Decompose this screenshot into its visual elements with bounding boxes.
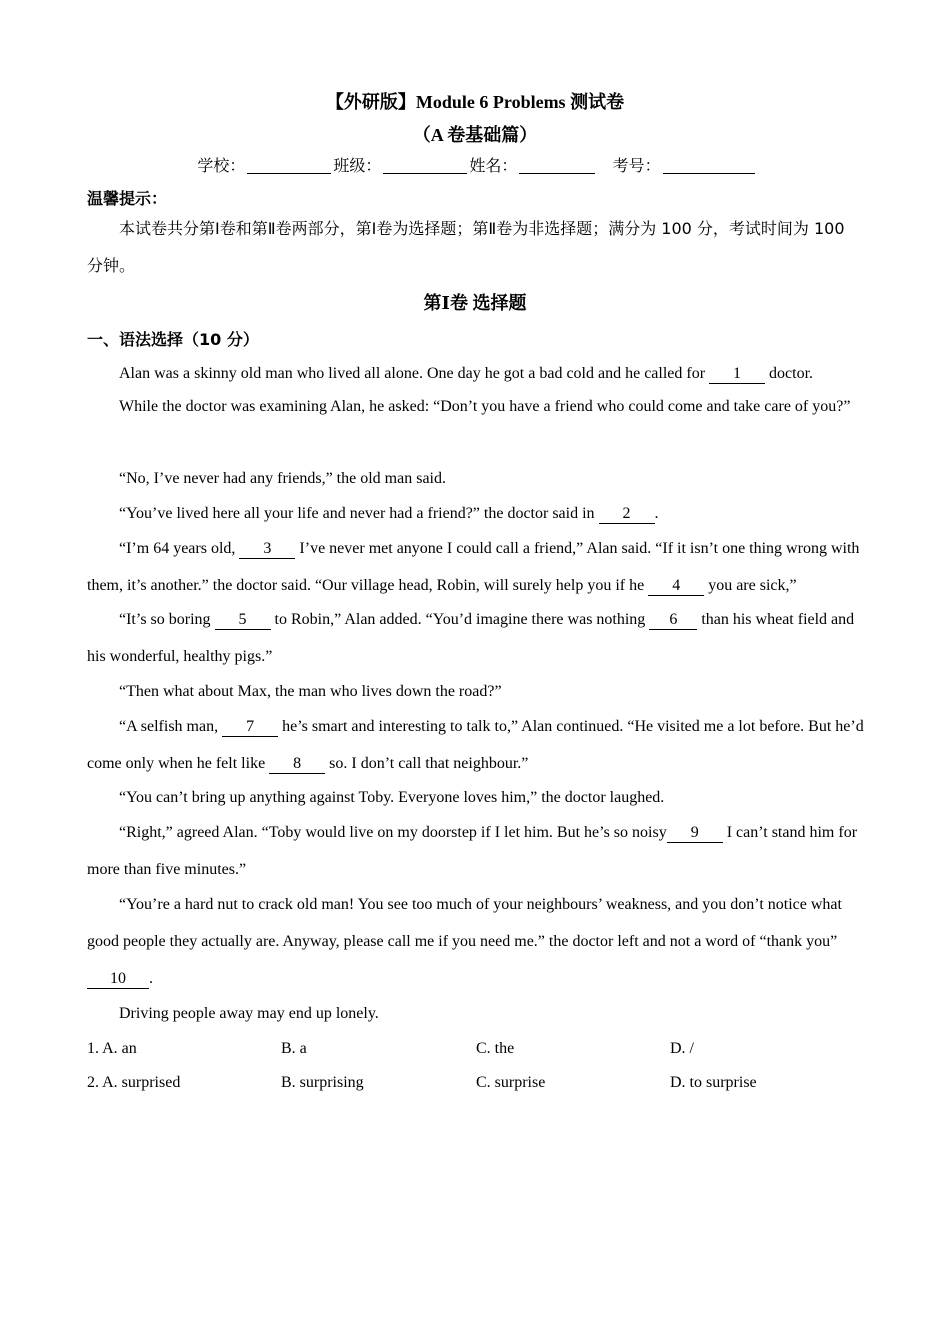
passage-paragraph: “You’re a hard nut to crack old man! You see too much of your neighbours’ weakness, and you don’t notice what good people they actually are. Anyway, please call me if you need me.” the doctor left and not a word of “thank you” 10 . [87, 896, 842, 987]
passage-paragraph: While the doctor was examining Alan, he asked: “Don’t you have a friend who could come and take care of you?” [119, 398, 851, 415]
passage-paragraph: Alan was a skinny old man who lived all alone. One day he got a bad cold and he called for 1 doctor. [119, 365, 814, 382]
class-label: 班级： [333, 156, 382, 175]
option-c[interactable]: C. surprise [476, 1074, 546, 1091]
option-a[interactable]: 2. A. surprised [87, 1074, 181, 1091]
passage [87, 355, 865, 392]
school-label: 学校： [197, 156, 246, 175]
blank-5: 5 [215, 611, 271, 630]
passage-paragraph: “You can’t bring up anything against Toby. Everyone loves him,” the doctor laughed. [119, 789, 665, 806]
option-a[interactable]: 1. A. an [87, 1040, 137, 1057]
blank-8: 8 [269, 755, 325, 774]
blank-9: 9 [667, 824, 723, 843]
student-info-line [0, 153, 950, 176]
passage-paragraph: “Then what about Max, the man who lives down the road?” [119, 683, 502, 700]
blank-4: 4 [648, 577, 704, 596]
passage-paragraph: “You’ve lived here all your life and never had a friend?” the doctor said in 2 . [119, 505, 659, 522]
option-b[interactable]: B. surprising [281, 1074, 364, 1091]
section-title: 第Ⅰ卷 选择题 [423, 293, 527, 313]
blank-10: 10 [87, 970, 149, 989]
notice-heading: 温馨提示： [87, 189, 168, 208]
option-c[interactable]: C. the [476, 1040, 515, 1057]
name-blank [519, 157, 595, 174]
exam-no-blank [663, 157, 755, 174]
blank-7: 7 [222, 718, 278, 737]
option-b[interactable]: B. a [281, 1040, 307, 1057]
passage-paragraph: “A selfish man, 7 he’s smart and interesting to talk to,” Alan continued. “He visited me a lot before. But he’d come only when he felt like 8 so. I don’t call that neighbour.” [87, 718, 864, 772]
name-label: 姓名： [469, 156, 518, 175]
blank-3: 3 [239, 540, 295, 559]
blank-2: 2 [599, 505, 655, 524]
passage-paragraph: “I’m 64 years old, 3 I’ve never met anyone I could call a friend,” Alan said. “If it isn’t one thing wrong with them, it’s another.” the doctor said. “Our village head, Robin, will surely help you if he 4 you are sick,” [87, 540, 860, 594]
question-title: 一、语法选择（10 分） [87, 330, 259, 349]
blank-6: 6 [649, 611, 697, 630]
blank-1: 1 [709, 365, 765, 384]
passage-paragraph: “No, I’ve never had any friends,” the old man said. [119, 470, 446, 487]
option-d[interactable]: D. / [670, 1040, 694, 1057]
passage-paragraph: “Right,” agreed Alan. “Toby would live on my doorstep if I let him. But he’s so noisy 9 I can’t stand him for more than five minutes.” [87, 824, 858, 878]
exam-no-label: 考号： [612, 156, 661, 175]
exam-subtitle: （A 卷基础篇） [412, 125, 538, 145]
option-d[interactable]: D. to surprise [670, 1074, 757, 1091]
school-blank [247, 157, 331, 174]
notice-text: 本试卷共分第Ⅰ卷和第Ⅱ卷两部分，第Ⅰ卷为选择题；第Ⅱ卷为非选择题；满分为 100 分，考试时间为 100 分钟。 [87, 219, 845, 275]
class-blank [383, 157, 467, 174]
passage-paragraph: “It’s so boring 5 to Robin,” Alan added. “You’d imagine there was nothing 6 than his wheat field and his wonderful, healthy pigs.” [87, 611, 855, 665]
passage-paragraph: Driving people away may end up lonely. [119, 1005, 379, 1022]
exam-title: 【外研版】Module 6 Problems 测试卷 [325, 92, 625, 112]
